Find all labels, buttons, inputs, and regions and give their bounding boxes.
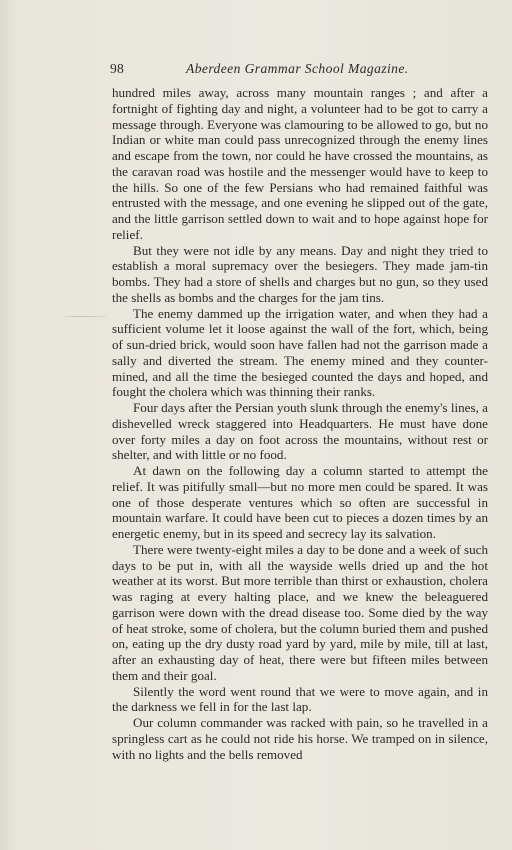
page-number: 98 bbox=[110, 61, 124, 76]
article-body bbox=[112, 85, 488, 762]
paragraph: Our column commander was racked with pain, so he travelled in a springless cart as he could not ride his horse. We tramped on in silence, with no lights and the bells removed bbox=[112, 715, 488, 762]
running-title: Aberdeen Grammar School Magazine. bbox=[186, 61, 409, 76]
paragraph: There were twenty-eight miles a day to be done and a week of such days to be put in, with all the wayside wells dried up and the hot weather at its worst. But more terrible than thirst or exhaustion, cholera was raging at every halting place, and we knew the beleaguered garrison were down with the dread disease too. Some died by the way of heat stroke, some of cholera, but the column buried them and pushed on, eating up the dry dusty road yard by yard, mile by mile, till at last, after an exhausting day of heat, there were but fifteen miles between them and their goal. bbox=[112, 541, 488, 683]
paragraph: Silently the word went round that we were to move again, and in the darkness we fell in for the last lap. bbox=[112, 683, 488, 715]
page-header bbox=[110, 60, 488, 78]
margin-pencil-mark bbox=[58, 316, 106, 317]
paragraph: The enemy dammed up the irrigation water, and when they had a sufficient volume let it loose against the wall of the fort, which, being of sun-dried brick, would soon have fallen had not the garrison made a sally and diverted the stream. The enemy mined and they counter-mined, and all the time the besieged counted the days and hoped, and fought the cholera which was thinning their ranks. bbox=[112, 305, 488, 400]
paragraph: But they were not idle by any means. Day and night they tried to establish a moral supremacy over the besiegers. They made jam-tin bombs. They had a store of shells and charges but no gun, so they used the shells as bombs and the charges for the jam tins. bbox=[112, 242, 488, 305]
paragraph: At dawn on the following day a column started to attempt the relief. It was pitifully small—but no more men could be spared. It was one of those desperate ventures which so often are successful in mountain warfare. It could have been cut to pieces a dozen times by an energetic enemy, but in its speed and secrecy lay its salvation. bbox=[112, 463, 488, 541]
paragraph: hundred miles away, across many mountain ranges ; and after a fortnight of fighting day and night, a volunteer had to be got to carry a message through. Everyone was clamouring to be allowed to go, but no Indian or white man could pass unrecognized through the enemy lines and escape from the town, nor could he have crossed the mountains, as the caravan road was hostile and the messenger would have to keep to the hills. So one of the few Persians who had remained faithful was entrusted with the message, and one evening he slipped out of the gate, and the little garrison settled down to wait and to hope against hope for relief. bbox=[112, 85, 488, 242]
paragraph: Four days after the Persian youth slunk through the enemy's lines, a dishevelled wreck staggered into Headquarters. He must have done over forty miles a day on foot across the mountains, without rest or shelter, and with little or no food. bbox=[112, 400, 488, 463]
